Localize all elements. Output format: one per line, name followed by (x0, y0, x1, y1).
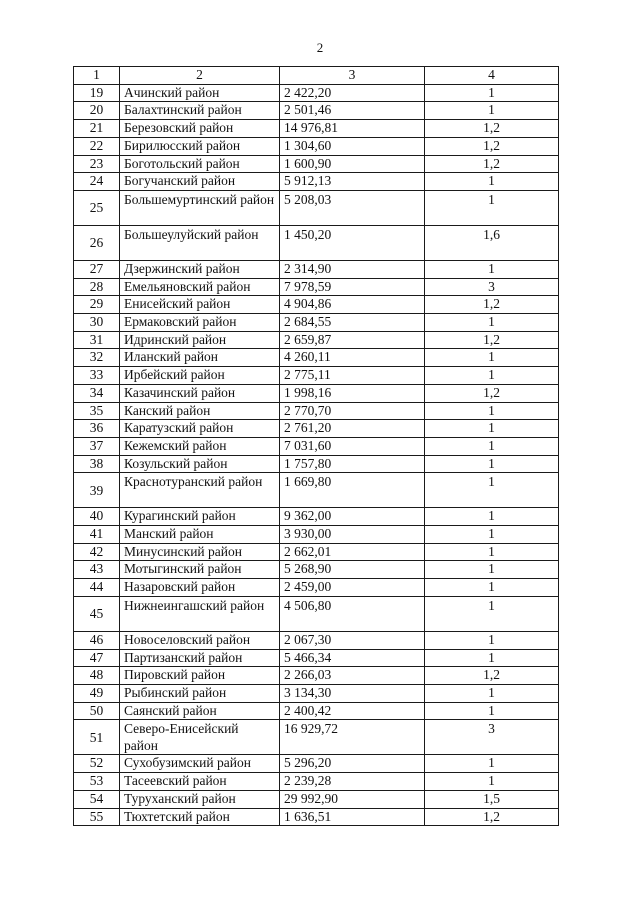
district-name-cell: Курагинский район (120, 508, 280, 526)
row-number-cell: 22 (74, 137, 120, 155)
coefficient-cell: 1 (425, 702, 559, 720)
area-value-cell: 4 260,11 (280, 349, 425, 367)
table-row (74, 384, 559, 402)
coefficient-cell: 1 (425, 314, 559, 332)
area-value-cell: 2 659,87 (280, 331, 425, 349)
area-value-cell: 4 506,80 (280, 596, 425, 631)
district-name-cell: Краснотуранский район (120, 473, 280, 508)
table-row (74, 790, 559, 808)
area-value-cell: 2 422,20 (280, 84, 425, 102)
coefficient-cell: 3 (425, 720, 559, 755)
row-number-cell: 36 (74, 420, 120, 438)
coefficient-cell: 1 (425, 420, 559, 438)
row-number-cell: 28 (74, 278, 120, 296)
district-name-cell: Назаровский район (120, 579, 280, 597)
column-header-3: 3 (280, 67, 425, 85)
table-row (74, 526, 559, 544)
table-row (74, 155, 559, 173)
district-name-cell: Ермаковский район (120, 314, 280, 332)
table-row (74, 260, 559, 278)
table-row (74, 420, 559, 438)
row-number-cell: 32 (74, 349, 120, 367)
district-name-cell: Идринский район (120, 331, 280, 349)
area-value-cell: 7 031,60 (280, 437, 425, 455)
row-number-cell: 52 (74, 755, 120, 773)
table-row (74, 473, 559, 508)
table-row (74, 579, 559, 597)
coefficient-cell: 1 (425, 402, 559, 420)
coefficient-cell: 1 (425, 173, 559, 191)
table-row (74, 773, 559, 791)
column-header-1: 1 (74, 67, 120, 85)
table-row (74, 102, 559, 120)
district-name-cell: Сухобузимский район (120, 755, 280, 773)
row-number-cell: 42 (74, 543, 120, 561)
table-row (74, 561, 559, 579)
coefficient-cell: 1,6 (425, 225, 559, 260)
table-row (74, 349, 559, 367)
district-name-cell: Енисейский район (120, 296, 280, 314)
row-number-cell: 55 (74, 808, 120, 826)
district-name-cell: Бирилюсский район (120, 137, 280, 155)
row-number-cell: 54 (74, 790, 120, 808)
row-number-cell: 19 (74, 84, 120, 102)
row-number-cell: 39 (74, 473, 120, 508)
coefficient-cell: 1 (425, 649, 559, 667)
area-value-cell: 9 362,00 (280, 508, 425, 526)
area-value-cell: 2 662,01 (280, 543, 425, 561)
coefficient-cell: 1 (425, 755, 559, 773)
area-value-cell: 5 208,03 (280, 190, 425, 225)
district-name-cell: Казачинский район (120, 384, 280, 402)
row-number-cell: 34 (74, 384, 120, 402)
row-number-cell: 44 (74, 579, 120, 597)
district-name-cell: Новоселовский район (120, 631, 280, 649)
coefficient-cell: 1,2 (425, 384, 559, 402)
district-name-cell: Пировский район (120, 667, 280, 685)
coefficient-cell: 1 (425, 561, 559, 579)
district-name-cell: Каратузский район (120, 420, 280, 438)
table-row (74, 84, 559, 102)
coefficient-cell: 3 (425, 278, 559, 296)
coefficient-cell: 1,2 (425, 137, 559, 155)
district-name-cell: Мотыгинский район (120, 561, 280, 579)
coefficient-cell: 1,2 (425, 296, 559, 314)
area-value-cell: 2 684,55 (280, 314, 425, 332)
district-name-cell: Боготольский район (120, 155, 280, 173)
page-number: 2 (316, 40, 324, 55)
coefficient-cell: 1 (425, 684, 559, 702)
area-value-cell: 7 978,59 (280, 278, 425, 296)
table-row (74, 331, 559, 349)
area-value-cell: 2 400,42 (280, 702, 425, 720)
district-name-cell: Козульский район (120, 455, 280, 473)
row-number-cell: 33 (74, 367, 120, 385)
district-name-cell: Минусинский район (120, 543, 280, 561)
row-number-cell: 35 (74, 402, 120, 420)
row-number-cell: 45 (74, 596, 120, 631)
area-value-cell: 2 266,03 (280, 667, 425, 685)
area-value-cell: 1 304,60 (280, 137, 425, 155)
row-number-cell: 51 (74, 720, 120, 755)
table-header-row (74, 67, 559, 85)
row-number-cell: 26 (74, 225, 120, 260)
coefficient-cell: 1,2 (425, 331, 559, 349)
row-number-cell: 43 (74, 561, 120, 579)
row-number-cell: 37 (74, 437, 120, 455)
district-name-cell: Емельяновский район (120, 278, 280, 296)
coefficient-cell: 1 (425, 84, 559, 102)
district-name-cell: Саянский район (120, 702, 280, 720)
coefficient-cell: 1 (425, 596, 559, 631)
coefficient-cell: 1,2 (425, 155, 559, 173)
coefficient-cell: 1 (425, 190, 559, 225)
area-value-cell: 1 757,80 (280, 455, 425, 473)
district-name-cell: Тасеевский район (120, 773, 280, 791)
area-value-cell: 4 904,86 (280, 296, 425, 314)
district-name-cell: Тюхтетский район (120, 808, 280, 826)
row-number-cell: 27 (74, 260, 120, 278)
table-row (74, 225, 559, 260)
area-value-cell: 2 770,70 (280, 402, 425, 420)
district-name-cell: Канский район (120, 402, 280, 420)
row-number-cell: 48 (74, 667, 120, 685)
coefficient-cell: 1,2 (425, 808, 559, 826)
coefficient-cell: 1 (425, 631, 559, 649)
table-row (74, 596, 559, 631)
table-row (74, 173, 559, 191)
area-value-cell: 3 134,30 (280, 684, 425, 702)
district-name-cell: Манский район (120, 526, 280, 544)
district-name-cell: Березовский район (120, 120, 280, 138)
row-number-cell: 24 (74, 173, 120, 191)
table-row (74, 755, 559, 773)
coefficient-cell: 1 (425, 543, 559, 561)
district-name-cell: Кежемский район (120, 437, 280, 455)
table-row (74, 808, 559, 826)
row-number-cell: 30 (74, 314, 120, 332)
area-value-cell: 5 466,34 (280, 649, 425, 667)
row-number-cell: 23 (74, 155, 120, 173)
table-row (74, 314, 559, 332)
row-number-cell: 46 (74, 631, 120, 649)
coefficient-cell: 1 (425, 473, 559, 508)
table-row (74, 437, 559, 455)
coefficient-cell: 1,2 (425, 120, 559, 138)
coefficient-cell: 1 (425, 526, 559, 544)
row-number-cell: 21 (74, 120, 120, 138)
district-name-cell: Рыбинский район (120, 684, 280, 702)
area-value-cell: 2 459,00 (280, 579, 425, 597)
table-row (74, 508, 559, 526)
column-header-2: 2 (120, 67, 280, 85)
table-row (74, 367, 559, 385)
districts-table (73, 66, 559, 826)
area-value-cell: 2 761,20 (280, 420, 425, 438)
district-name-cell: Дзержинский район (120, 260, 280, 278)
district-name-cell: Богучанский район (120, 173, 280, 191)
table-row (74, 649, 559, 667)
area-value-cell: 3 930,00 (280, 526, 425, 544)
area-value-cell: 1 998,16 (280, 384, 425, 402)
table-row (74, 684, 559, 702)
area-value-cell: 5 268,90 (280, 561, 425, 579)
district-name-cell: Северо-Енисейский район (120, 720, 280, 755)
coefficient-cell: 1 (425, 437, 559, 455)
coefficient-cell: 1 (425, 508, 559, 526)
table-row (74, 720, 559, 755)
area-value-cell: 2 314,90 (280, 260, 425, 278)
area-value-cell: 2 501,46 (280, 102, 425, 120)
area-value-cell: 1 636,51 (280, 808, 425, 826)
table-body (74, 84, 559, 826)
district-name-cell: Большеулуйский район (120, 225, 280, 260)
row-number-cell: 49 (74, 684, 120, 702)
column-header-4: 4 (425, 67, 559, 85)
table-row (74, 543, 559, 561)
row-number-cell: 40 (74, 508, 120, 526)
coefficient-cell: 1,2 (425, 667, 559, 685)
area-value-cell: 14 976,81 (280, 120, 425, 138)
row-number-cell: 47 (74, 649, 120, 667)
table-row (74, 137, 559, 155)
coefficient-cell: 1 (425, 455, 559, 473)
area-value-cell: 1 600,90 (280, 155, 425, 173)
row-number-cell: 38 (74, 455, 120, 473)
coefficient-cell: 1 (425, 367, 559, 385)
table-row (74, 190, 559, 225)
district-name-cell: Ирбейский район (120, 367, 280, 385)
coefficient-cell: 1 (425, 349, 559, 367)
table-row (74, 667, 559, 685)
district-name-cell: Туруханский район (120, 790, 280, 808)
coefficient-cell: 1 (425, 773, 559, 791)
row-number-cell: 31 (74, 331, 120, 349)
district-name-cell: Ачинский район (120, 84, 280, 102)
coefficient-cell: 1 (425, 579, 559, 597)
row-number-cell: 41 (74, 526, 120, 544)
area-value-cell: 2 067,30 (280, 631, 425, 649)
table-row (74, 402, 559, 420)
row-number-cell: 20 (74, 102, 120, 120)
table-row (74, 278, 559, 296)
district-name-cell: Большемуртинский район (120, 190, 280, 225)
district-name-cell: Иланский район (120, 349, 280, 367)
area-value-cell: 29 992,90 (280, 790, 425, 808)
coefficient-cell: 1,5 (425, 790, 559, 808)
table-row (74, 631, 559, 649)
area-value-cell: 16 929,72 (280, 720, 425, 755)
row-number-cell: 29 (74, 296, 120, 314)
table-row (74, 120, 559, 138)
area-value-cell: 5 296,20 (280, 755, 425, 773)
table-row (74, 702, 559, 720)
coefficient-cell: 1 (425, 260, 559, 278)
area-value-cell: 1 669,80 (280, 473, 425, 508)
district-name-cell: Балахтинский район (120, 102, 280, 120)
row-number-cell: 25 (74, 190, 120, 225)
row-number-cell: 53 (74, 773, 120, 791)
row-number-cell: 50 (74, 702, 120, 720)
district-name-cell: Партизанский район (120, 649, 280, 667)
coefficient-cell: 1 (425, 102, 559, 120)
area-value-cell: 2 239,28 (280, 773, 425, 791)
table-row (74, 455, 559, 473)
area-value-cell: 1 450,20 (280, 225, 425, 260)
area-value-cell: 2 775,11 (280, 367, 425, 385)
table-row (74, 296, 559, 314)
area-value-cell: 5 912,13 (280, 173, 425, 191)
district-name-cell: Нижнеингашский район (120, 596, 280, 631)
